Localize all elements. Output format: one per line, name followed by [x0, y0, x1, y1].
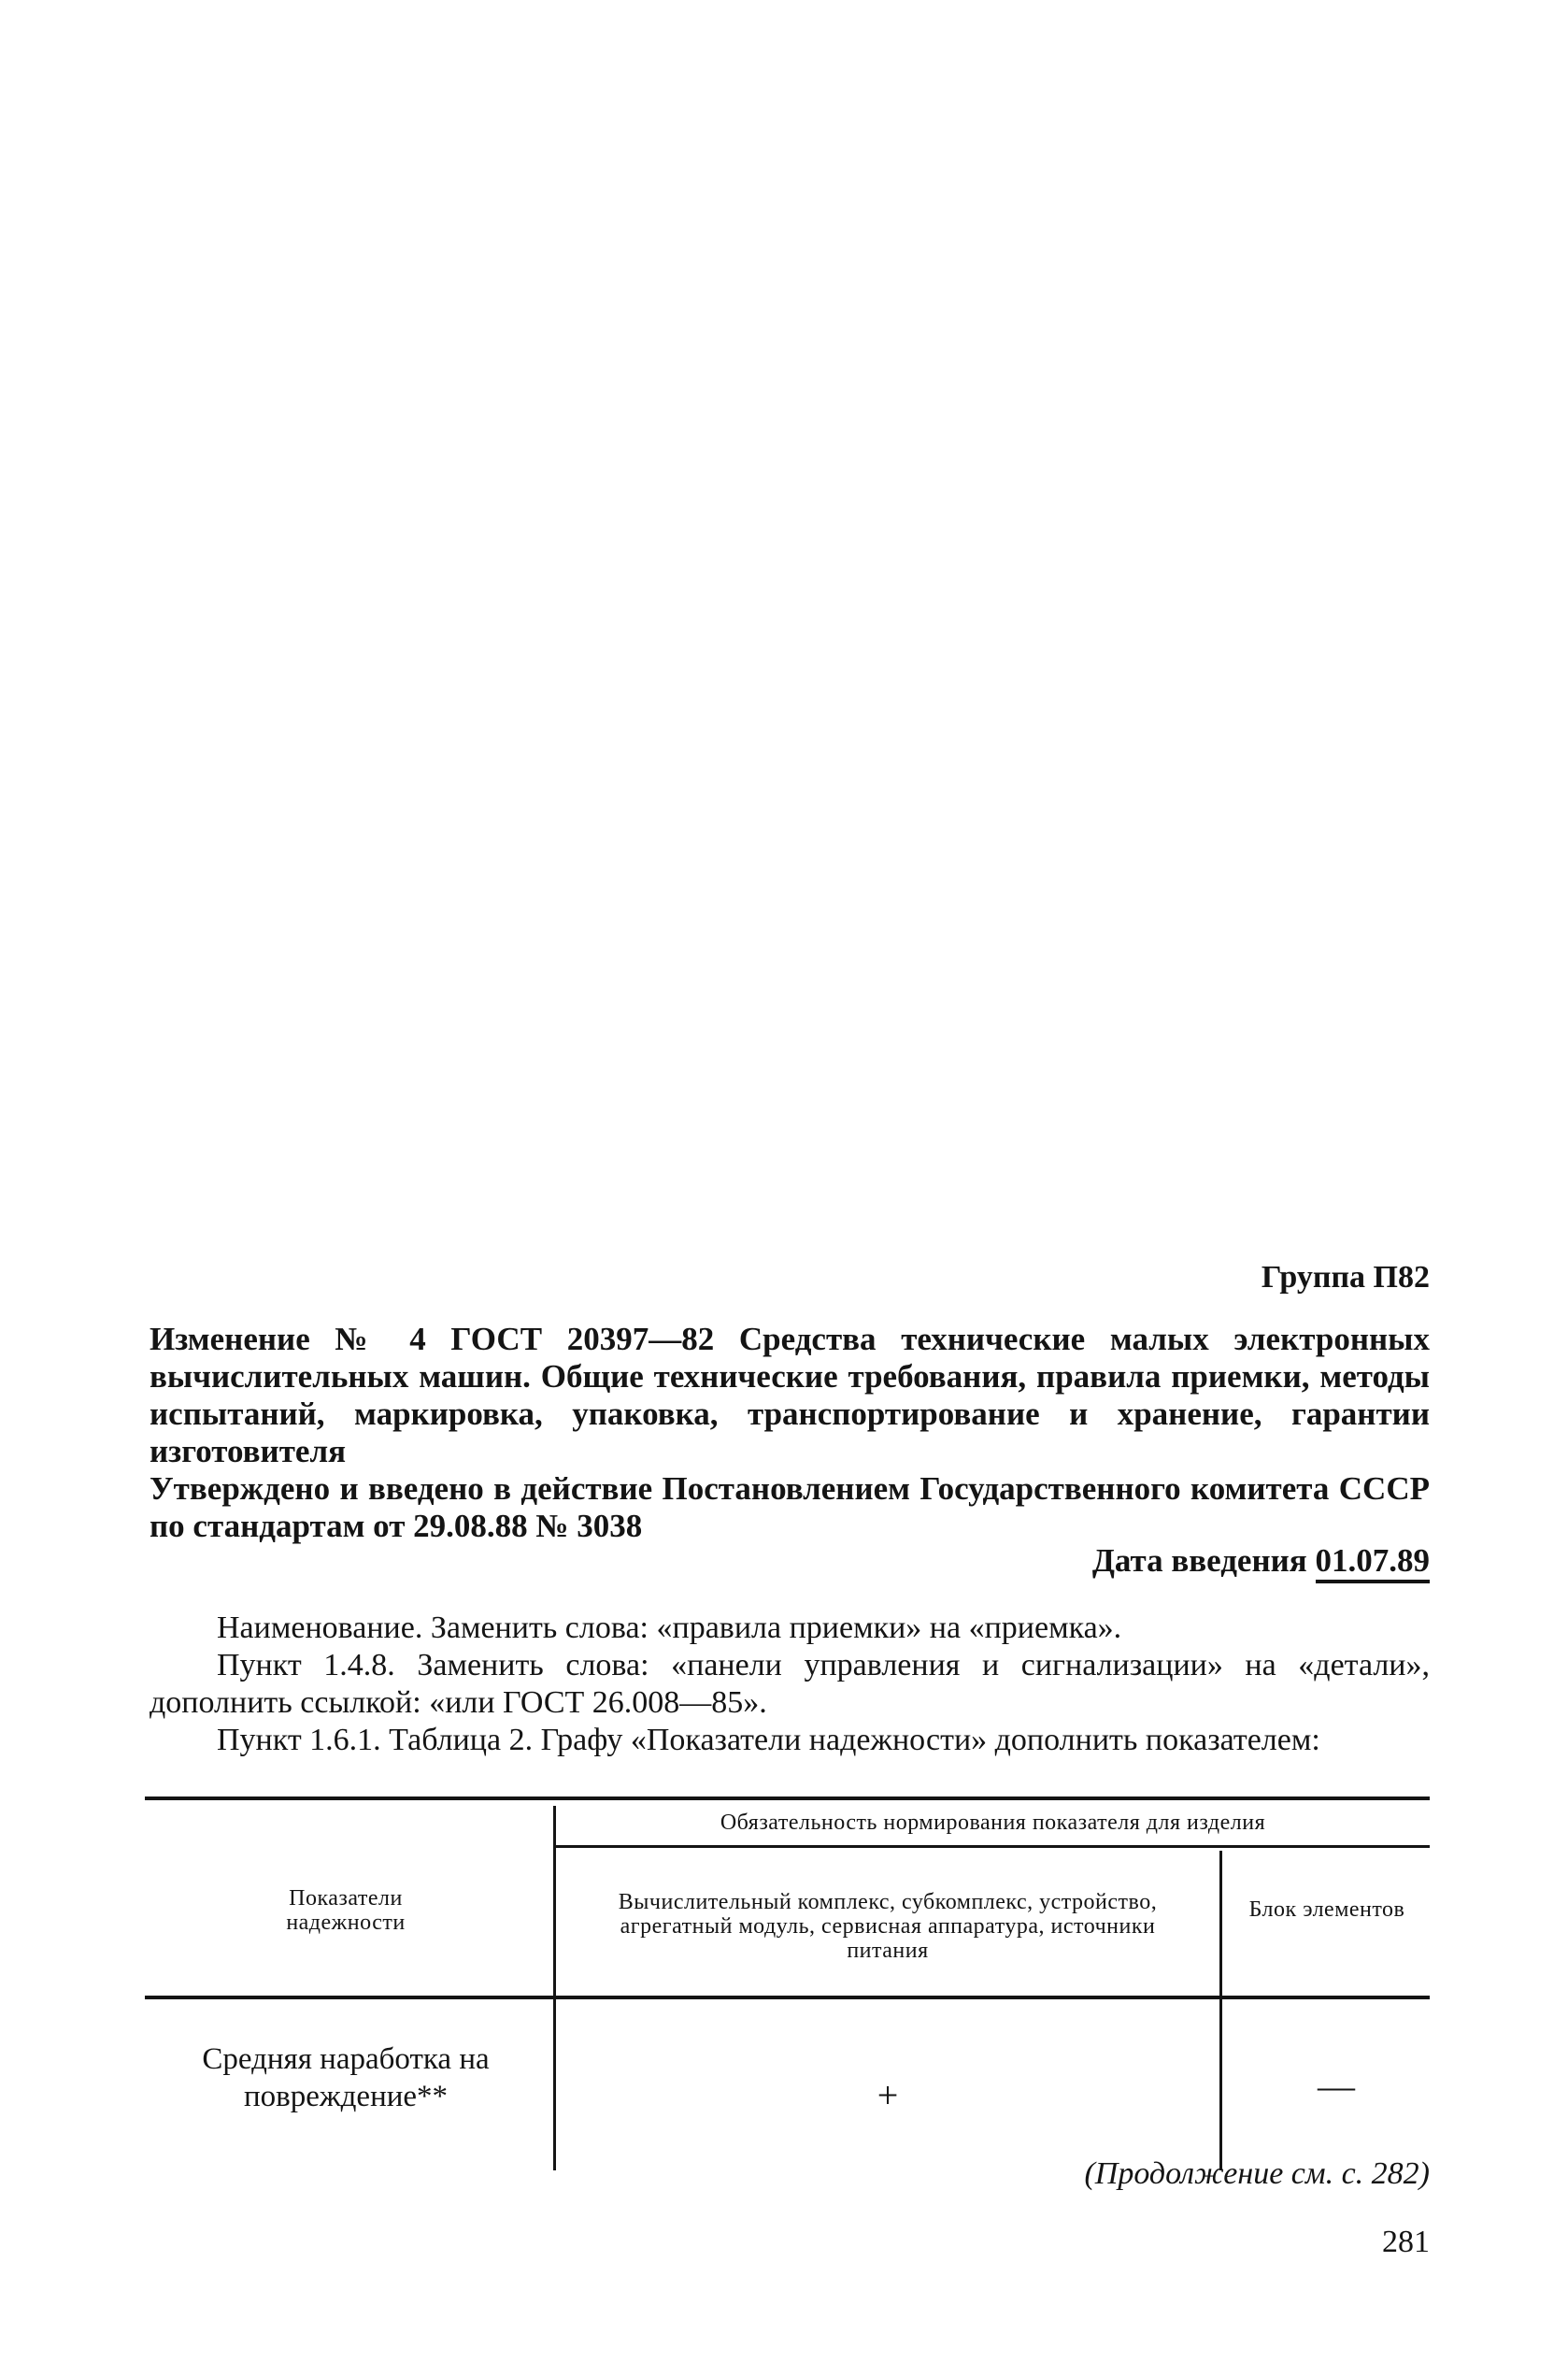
date-label: Дата введения: [1091, 1542, 1307, 1579]
table-header-rule: [145, 1996, 1430, 1999]
table-group-rule: [556, 1845, 1430, 1848]
row-col3-mark: —: [1318, 2065, 1355, 2107]
header-obligation-group: Обязательность нормирования показателя для изделия: [720, 1811, 1266, 1835]
paragraph-item-1-4-8: Пункт 1.4.8. Заменить слова: «панели управления и сигнализации» на «детали», дополнить ссылкой: «или ГОСТ 26.008—85».: [150, 1648, 1430, 1720]
approval-statement: Утверждено и введено в действие Постановлением Государственного комитета СССР по стандартам от 29.08.88 № 3038: [150, 1470, 1430, 1544]
date-value: 01.07.89: [1316, 1542, 1431, 1583]
table-divider-1: [553, 1806, 556, 2170]
table-divider-2: [1219, 1851, 1222, 2170]
group-code: Группа П82: [1261, 1260, 1430, 1295]
paragraph-name-change: Наименование. Заменить слова: «правила приемки» на «приемка».: [217, 1610, 1122, 1645]
amendment-title: Изменение № 4 ГОСТ 20397—82 Средства технические малых электронных вычислительных машин. Общие технические требования, правила приемки, методы испытаний, маркировка, упаковка, транспортирование и хранение, гарантии изготовителя: [150, 1321, 1430, 1469]
header-element-block: Блок элементов: [1248, 1897, 1405, 1922]
continuation-note: (Продолжение см. с. 282): [1084, 2156, 1430, 2191]
row-indicator: Средняя наработка на повреждение**: [202, 2042, 490, 2113]
introduction-date: [841, 1542, 1430, 1580]
header-indicators: Показатели надежности: [286, 1886, 406, 1935]
header-computing-complex: Вычислительный комплекс, субкомплекс, устройство, агрегатный модуль, сервисная аппаратура, источники питания: [618, 1890, 1158, 1963]
paragraph-item-1-6-1: Пункт 1.6.1. Таблица 2. Графу «Показатели надежности» дополнить показателем:: [217, 1723, 1320, 1757]
row-col2-mark: +: [877, 2074, 899, 2116]
table-top-rule: [145, 1797, 1430, 1800]
page-number: 281: [1382, 2225, 1430, 2259]
